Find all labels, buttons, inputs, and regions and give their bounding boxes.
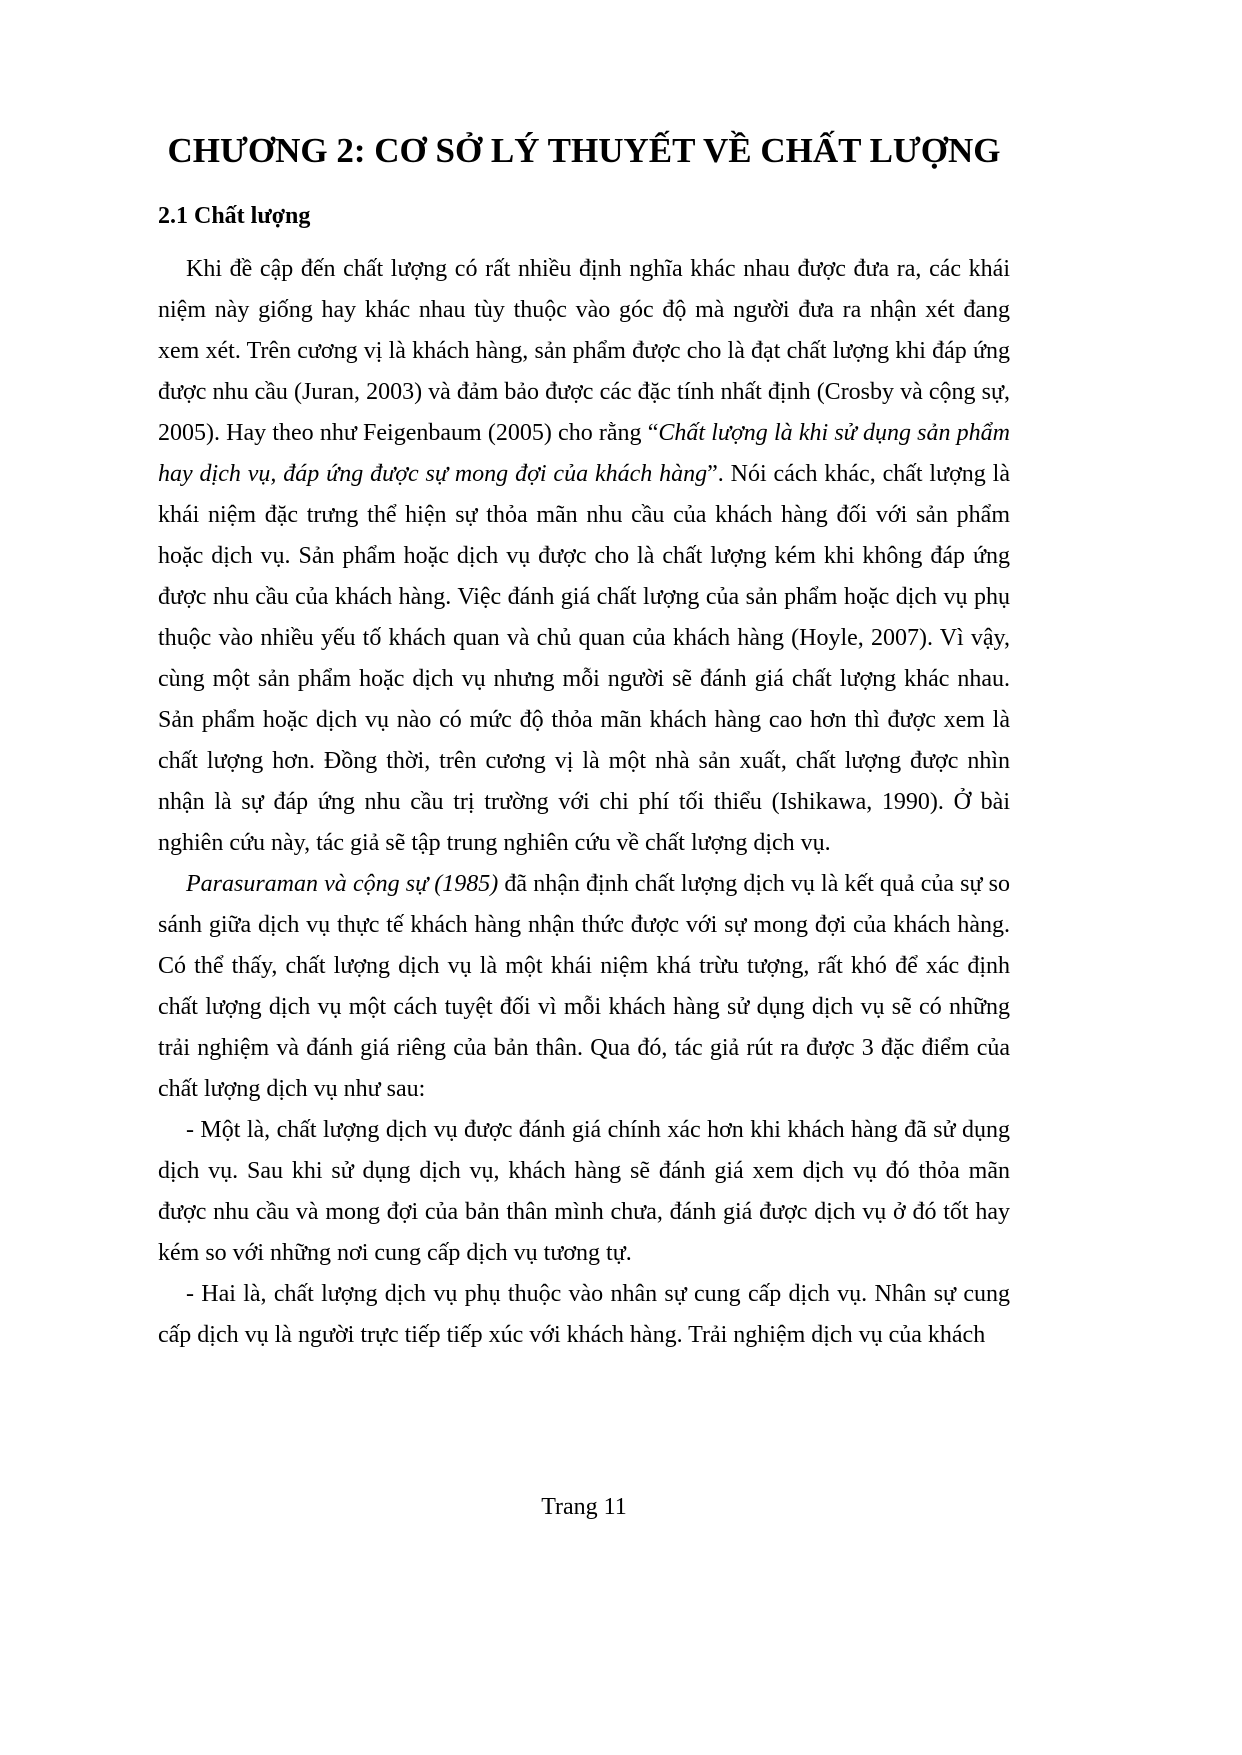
text-run-italic: Parasuraman và cộng sự (1985) — [186, 871, 505, 897]
text-run: ”. Nói cách khác, chất lượng là khái niệm đặc trưng thể hiện sự thỏa mãn nhu cầu của khách hàng đối với sản phẩm hoặc dịch vụ. Sản phẩm hoặc dịch vụ được cho là chất lượng kém khi không đáp ứng được nhu cầu của khách hàng. Việc đánh giá chất lượng của sản phẩm hoặc dịch vụ phụ thuộc vào nhiều yếu tố khách quan và chủ quan của khách hàng (Hoyle, 2007). Vì vậy, cùng một sản phẩm hoặc dịch vụ nhưng mỗi người sẽ đánh giá chất lượng khác nhau. Sản phẩm hoặc dịch vụ nào có mức độ thỏa mãn khách hàng cao hơn thì được xem là chất lượng hơn. Đồng thời, trên cương vị là một nhà sản xuất, chất lượng được nhìn nhận là sự đáp ứng nhu cầu trị trường với chi phí tối thiểu (Ishikawa, 1990). Ở bài nghiên cứu này, tác giả sẽ tập trung nghiên cứu về chất lượng dịch vụ. — [158, 461, 1010, 856]
paragraph — [158, 864, 1010, 1110]
text-run: - Một là, chất lượng dịch vụ được đánh giá chính xác hơn khi khách hàng đã sử dụng dịch vụ. Sau khi sử dụng dịch vụ, khách hàng sẽ đánh giá xem dịch vụ đó thỏa mãn được nhu cầu và mong đợi của bản thân mình chưa, đánh giá được dịch vụ ở đó tốt hay kém so với những nơi cung cấp dịch vụ tương tự. — [158, 1117, 1010, 1266]
paragraph — [158, 249, 1010, 864]
chapter-title: CHƯƠNG 2: CƠ SỞ LÝ THUYẾT VỀ CHẤT LƯỢNG — [167, 131, 1001, 170]
body-text — [158, 249, 1010, 1356]
text-run-italic: Chất lượng là khi sử dụng sản phẩm hay dịch vụ, đáp ứng được sự mong đợi của khách hàng — [158, 420, 1010, 487]
paragraph — [158, 1274, 1010, 1356]
text-run: Khi đề cập đến chất lượng có rất nhiều định nghĩa khác nhau được đưa ra, các khái niệm này giống hay khác nhau tùy thuộc vào góc độ mà người đưa ra nhận xét đang xem xét. Trên cương vị là khách hàng, sản phẩm được cho là đạt chất lượng khi đáp ứng được nhu cầu (Juran, 2003) và đảm bảo được các đặc tính nhất định (Crosby và cộng sự, 2005). Hay theo như Feigenbaum (2005) cho rằng “ — [158, 256, 1010, 446]
text-run: đã nhận định chất lượng dịch vụ là kết quả của sự so sánh giữa dịch vụ thực tế khách hàng nhận thức được với sự mong đợi của khách hàng. Có thể thấy, chất lượng dịch vụ là một khái niệm khá trừu tượng, rất khó để xác định chất lượng dịch vụ một cách tuyệt đối vì mỗi khách hàng sử dụng dịch vụ sẽ có những trải nghiệm và đánh giá riêng của bản thân. Qua đó, tác giả rút ra được 3 đặc điểm của chất lượng dịch vụ như sau: — [158, 871, 1010, 1102]
text-run: - Hai là, chất lượng dịch vụ phụ thuộc vào nhân sự cung cấp dịch vụ. Nhân sự cung cấp dịch vụ là người trực tiếp tiếp xúc với khách hàng. Trải nghiệm dịch vụ của khách — [158, 1281, 1010, 1348]
page-number: Trang 11 — [541, 1494, 627, 1520]
section-heading: 2.1 Chất lượng — [158, 203, 311, 229]
paragraph — [158, 1110, 1010, 1274]
